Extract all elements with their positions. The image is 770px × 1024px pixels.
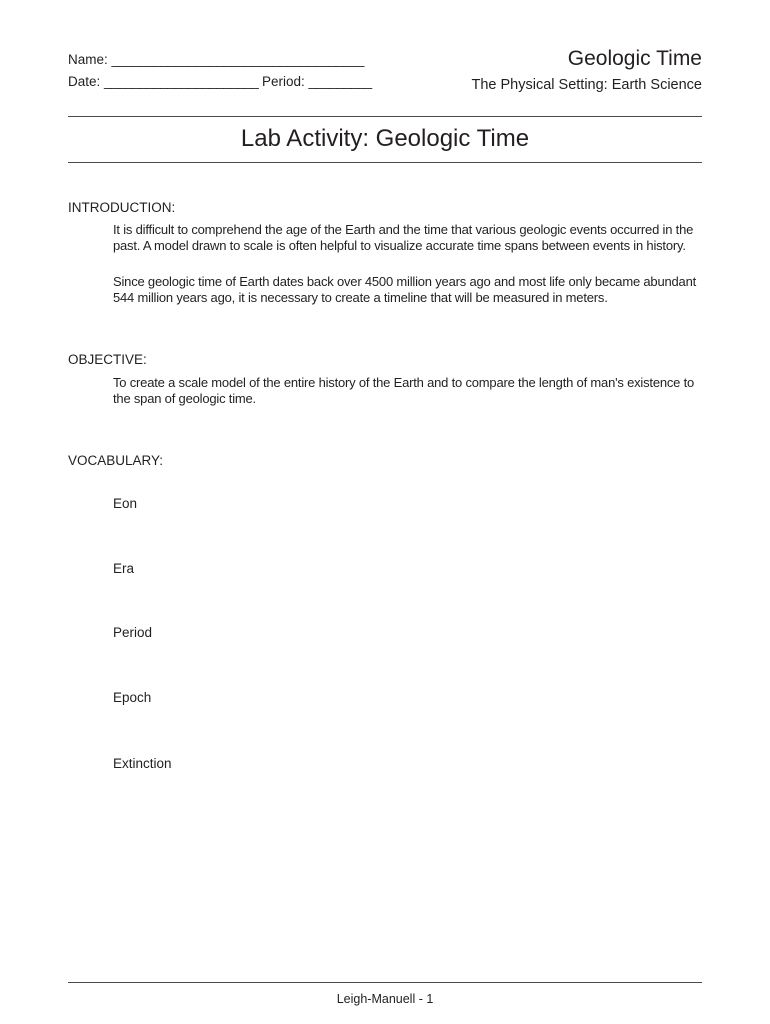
top-rule — [68, 116, 702, 117]
date-period-line — [68, 74, 372, 89]
vocab-term-extinction: Extinction — [113, 756, 172, 771]
period-label: Period: — [262, 74, 305, 89]
page-footer: Leigh-Manuell - 1 — [336, 992, 434, 1006]
objective-text: To create a scale model of the entire history of the Earth and to compare the length of man's existence to the span of geologic time. — [113, 375, 695, 406]
period-blank[interactable]: _________ — [308, 74, 372, 89]
document-subtitle: The Physical Setting: Earth Science — [471, 77, 702, 93]
lab-title: Lab Activity: Geologic Time — [240, 125, 530, 152]
vocab-term-eon: Eon — [113, 496, 138, 511]
introduction-heading: INTRODUCTION: — [68, 200, 176, 215]
document-title: Geologic Time — [567, 47, 702, 70]
vocab-term-period: Period — [113, 625, 153, 640]
date-blank[interactable]: ______________________ — [104, 74, 259, 89]
introduction-paragraph: It is difficult to comprehend the age of the Earth and the time that various geologic events occurred in the past. A model drawn to scale is often helpful to visualize accurate time spans between events in history. — [113, 222, 694, 253]
vocab-term-era: Era — [113, 561, 135, 576]
footer-rule — [68, 982, 702, 983]
vocab-term-epoch: Epoch — [113, 690, 152, 705]
name-blank[interactable]: ____________________________________ — [111, 52, 364, 67]
introduction-paragraph: Since geologic time of Earth dates back over 4500 million years ago and most life only became abundant 544 million years ago, it is necessary to create a timeline that will be measured in meters. — [113, 274, 697, 305]
vocabulary-heading: VOCABULARY: — [68, 453, 164, 468]
name-label: Name: — [68, 52, 108, 67]
date-label: Date: — [68, 74, 101, 89]
name-line — [68, 52, 364, 67]
title-rule — [68, 162, 702, 163]
objective-heading: OBJECTIVE: — [68, 352, 147, 367]
